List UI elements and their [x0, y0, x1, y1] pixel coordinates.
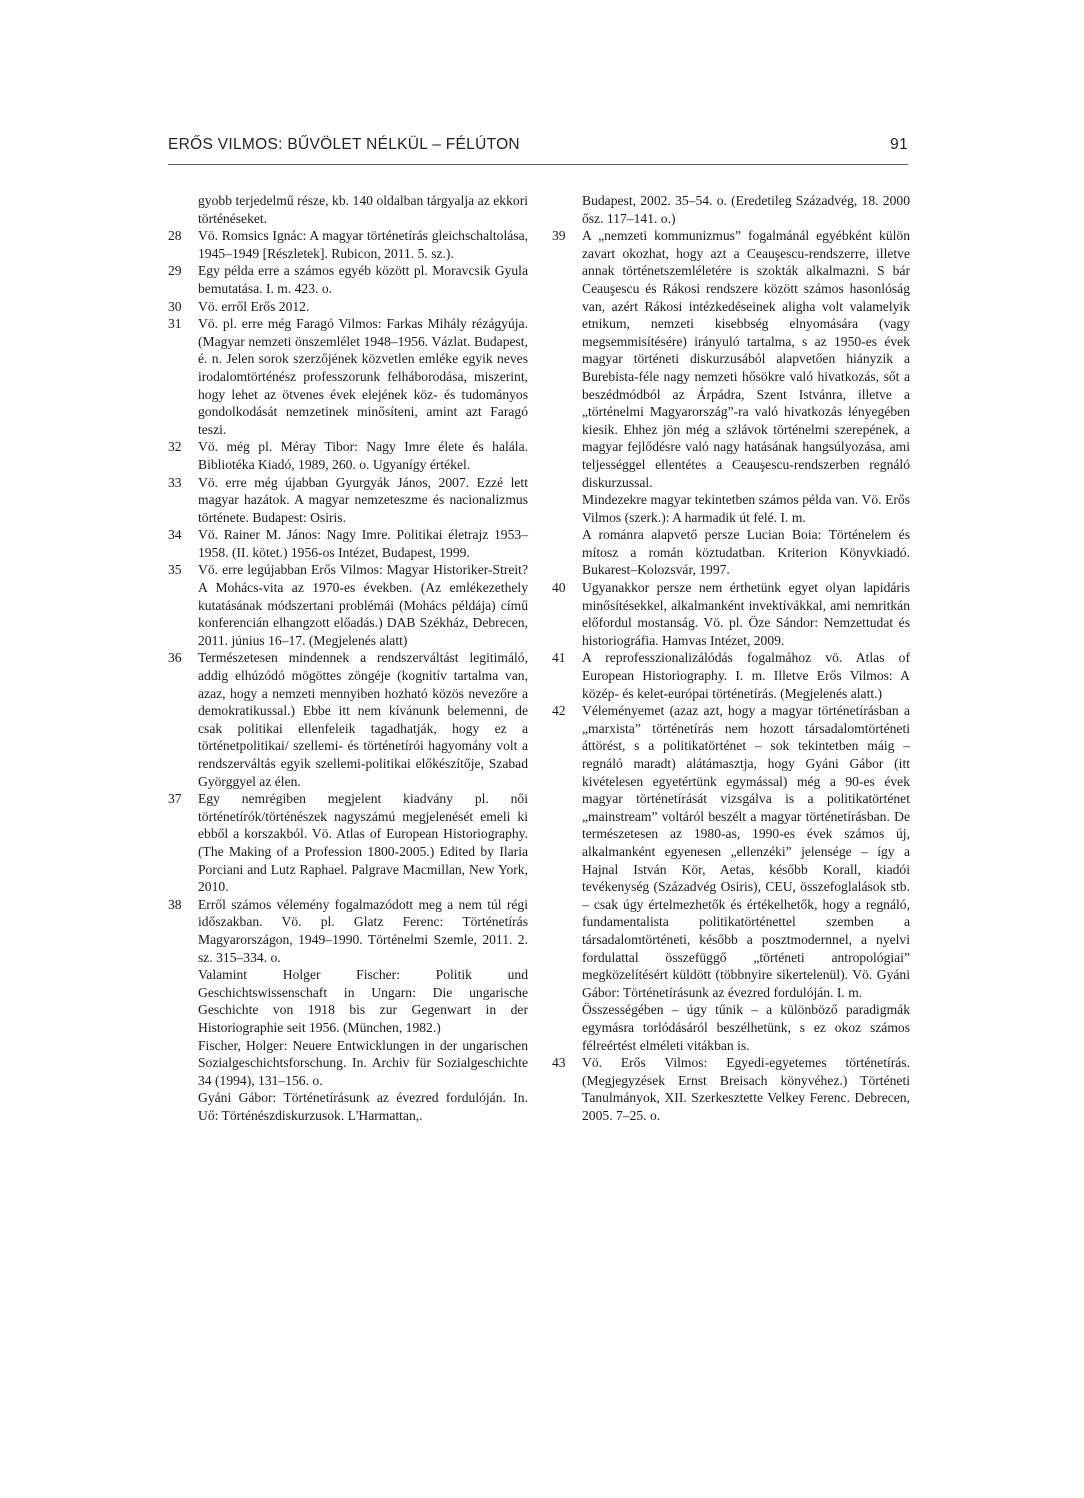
footnote-paragraph: Egy példa erre a számos egyéb között pl. Moravcsik Gyula bemutatása. I. m. 423. o.: [198, 263, 528, 296]
footnote-paragraph: A reprofesszionalizálódás fogalmához vö. Atlas of European Historiography. I. m. Illetve Erős Vilmos: A közép- és kelet-európai történetírás. (Megjelenés alatt.): [582, 650, 910, 701]
left-column: [168, 192, 528, 1124]
footnote-paragraph: A románra alapvető persze Lucian Boia: Történelem és mítosz a román köztudatban. Kriterion Könyvkiadó. Bukarest–Kolozsvár, 1997.: [582, 527, 910, 578]
footnote-paragraph: Vö. erről Erős 2012.: [198, 298, 310, 314]
footnote-number: 28: [168, 228, 182, 244]
footnote-number: 41: [552, 650, 566, 666]
footnote-paragraph: Fischer, Holger: Neuere Entwicklungen in der ungarischen Sozialgeschichtsforschung. In. Archiv für Sozialgeschichte 34 (1994), 131–156. o.: [198, 1037, 528, 1088]
footnote-number: 42: [552, 703, 566, 719]
footnote-paragraph: Véleményemet (azaz azt, hogy a magyar történetírásban a „marxista” történetírás nem hozott társadalomtörténeti áttörést, s a politikatörténet – sok tekintetben máig – regnáló maradt) alátámasztja, hogy Gyáni Gábor (itt kivételesen egyetértünk egymással) még a 90-es évek magyar történetírását vizsgálva is a politikatörténet „mainstream” voltáról beszélt a magyar történetírásban. De természetesen az 1980-as, 1990-es évek számos új, alkalmanként egyenesen „ellenzéki” jelensége – így a Hajnal István Kör, Aetas, később Korall, kiadói tevékenység (Századvég Osiris), CEU, összefoglalások stb. – csak úgy értelmezhetők és értékelhetők, hogy a regnáló, fundamentalista politikatörténettel szemben a társadalomtörténeti, később a posztmodernnel, a nyelvi fordulattal összefüggő „történeti antropológiai” megközelítésért küldött (többnyire sikertelenül). Vö. Gyáni Gábor: Történetírásunk az évezred fordulóján. I. m.: [582, 703, 910, 1000]
footnote-number: 40: [552, 580, 566, 596]
footnote-33: [168, 474, 528, 527]
footnote-29: [168, 262, 528, 297]
footnote-number: 29: [168, 263, 182, 279]
footnote-number: 43: [552, 1055, 566, 1071]
footnote-28: [168, 227, 528, 262]
footnote-paragraph: Vö. Romsics Ignác: A magyar történetírás gleichschaltolása, 1945–1949 [Részletek]. Rubicon, 2011. 5. sz.).: [198, 228, 528, 261]
footnote-31: [168, 315, 528, 438]
footnote-paragraph: Vö. pl. erre még Faragó Vilmos: Farkas Mihály rézágyúja. (Magyar nemzeti önszemlélet 1948–1956. Vázlat. Budapest, é. n. Jelen sorok szerzőjének közvetlen emléke egyik neves irodalomtörténész professzorunk felháborodása, miszerint, hogy lehet az ötvenes évek elejének köz- és tudományos gondolkodását nemzetinek minősíteni, amint azt Faragó teszi.: [198, 316, 528, 437]
footnote-number: 35: [168, 562, 182, 578]
footnote-number: 33: [168, 474, 182, 490]
footnote-paragraph: Összességében – úgy tűnik – a különböző paradigmák egymásra torlódásáról beszélhetünk, s ez okoz számos félreértést elméleti vitákban is.: [582, 1002, 910, 1053]
footnote-paragraph: Vö. erre még újabban Gyurgyák János, 2007. Ezzé lett magyar hazátok. A magyar nemzeteszme és nacionalizmus története. Budapest: Osiris.: [198, 474, 528, 525]
footnote-paragraph: A „nemzeti kommunizmus” fogalmánál egyébként külön zavart okozhat, hogy azt a Ceauşescu-rendszerre, illetve annak történetszemléletére is szokták alkalmazni. S bár Ceauşescu és Rákosi rendszere között számos hasonlóság van, azért Rákosi intézkedéseinek aligha volt valamelyik etnikum, nemzeti kisebbség elnyomására (vagy megsemmisítésére) irányuló tartalma, s az 1950-es évek magyar történeti diskurzusából alapvetően hiányzik a Burebista-féle nagy nemzeti hősökre való hivatkozás, sőt a beszédmódból az Árpádra, Szent Istvánra, illetve a „történelmi Magyarország”-ra való hivatkozás lényegében kiesik. Ehhez jön még a szlávok történelmi szerepének, a magyar fejlődésre való nagy hatásának hangsúlyozása, ami teljességgel ellentétes a Ceauşescu-rendszerben regnáló diskurzussal.: [582, 228, 910, 490]
footnote-number: 31: [168, 316, 182, 332]
footnote-continuation: [168, 192, 528, 227]
footnote-number: 36: [168, 650, 182, 666]
footnote-30: [168, 298, 528, 316]
footnote-paragraph: Természetesen mindennek a rendszerváltást legitimáló, addig elhúzódó mögöttes zöngéje (kognitív tartalma van, azaz, hogy a nemzeti mennyiben hozható közös nevezőre a demokratikussal.) Ebbe itt nem kívánunk belemenni, de csak politikai ellenfeleik tagadhatják, hogy ez a történetpolitikai/ szellemi- és történetírói hagyomány volt a rendszerváltás egyik szellemi-politikai előkészítője, Szabad Györggyel az élen.: [198, 650, 528, 789]
running-header: [168, 136, 908, 156]
footnote-number: 39: [552, 228, 566, 244]
page-number: 91: [890, 136, 908, 153]
footnote-43: [552, 1054, 910, 1124]
footnote-34: [168, 526, 528, 561]
footnote-paragraph: Mindezekre magyar tekintetben számos példa van. Vö. Erős Vilmos (szerk.): A harmadik út felé. I. m.: [582, 492, 910, 525]
footnote-36: [168, 649, 528, 790]
footnote-paragraph: Vö. erre legújabban Erős Vilmos: Magyar Historiker-Streit? A Mohács-vita az 1970-es években. (Az emlékezethely kutatásának módszertani problémái (Mohács példája) című konferencián elhangzott előadás.) DAB Székház, Debrecen, 2011. június 16–17. (Megjelenés alatt): [198, 562, 528, 648]
footnote-number: 32: [168, 439, 182, 455]
footnote-paragraph: Egy nemrégiben megjelent kiadvány pl. női történetírók/történészek nagyszámú megjelenését emeli ki ebből a korszakból. Vö. Atlas of European Historiography. (The Making of a Profession 1800-2005.) Edited by Ilaria Porciani and Lutz Raphael. Palgrave Macmillan, New York, 2010.: [198, 791, 528, 895]
footnote-41: [552, 649, 910, 702]
footnote-38: [168, 896, 528, 1125]
footnote-paragraph: Vö. Rainer M. János: Nagy Imre. Politikai életrajz 1953–1958. (II. kötet.) 1956-os Intézet, Budapest, 1999.: [198, 527, 528, 560]
footnote-42: [552, 702, 910, 1054]
footnote-32: [168, 438, 528, 473]
footnote-paragraph: Gyáni Gábor: Történetírásunk az évezred fordulóján. In. Uő: Történészdiskurzusok. L'Harmattan,.: [198, 1090, 528, 1123]
footnote-number: 30: [168, 298, 182, 314]
footnote-paragraph: Erről számos vélemény fogalmazódott meg a nem túl régi időszakban. Vö. pl. Glatz Ferenc: Történetírás Magyarországon, 1949–1990. Történelmi Szemle, 2011. 2. sz. 315–334. o.: [198, 896, 528, 965]
footnote-paragraph: Ugyanakkor persze nem érthetünk egyet olyan lapidáris minősítésekkel, alkalmanként invektívákkal, ami nemritkán előfordul mostanság. Vö. pl. Öze Sándor: Nemzettudat és historiográfia. Hamvas Intézet, 2009.: [582, 580, 910, 648]
footnote-35: [168, 561, 528, 649]
footnote-paragraph: Vö. még pl. Méray Tibor: Nagy Imre élete és halála. Bibliotéka Kiadó, 1989, 260. o. Ugyanígy értékel.: [198, 439, 528, 472]
footnote-40: [552, 579, 910, 649]
footnote-39: [552, 227, 910, 579]
header-rule: [168, 164, 908, 165]
right-column: [552, 192, 910, 1124]
footnote-continuation: [552, 192, 910, 227]
footnote-paragraph: gyobb terjedelmű része, kb. 140 oldalban tárgyalja az ekkori történéseket.: [198, 193, 528, 226]
footnote-paragraph: Valamint Holger Fischer: Politik und Geschichtswissenschaft in Ungarn: Die ungarische Geschichte von 1918 bis zur Gegenwart in der Historiographie seit 1956. (München, 1982.): [198, 967, 528, 1035]
footnote-37: [168, 790, 528, 896]
running-title: ERŐS VILMOS: BŰVÖLET NÉLKÜL – FÉLÚTON: [168, 136, 520, 153]
footnote-number: 37: [168, 791, 182, 807]
footnote-number: 38: [168, 896, 182, 912]
footnote-paragraph: Budapest, 2002. 35–54. o. (Eredetileg Századvég, 18. 2000 ősz. 117–141. o.): [582, 193, 910, 226]
footnote-paragraph: Vö. Erős Vilmos: Egyedi-egyetemes történetírás. (Megjegyzések Ernst Breisach könyvéhez.) Történeti Tanulmányok, XII. Szerkesztette Velkey Ferenc. Debrecen, 2005. 7–25. o.: [582, 1055, 910, 1123]
footnote-number: 34: [168, 527, 182, 543]
